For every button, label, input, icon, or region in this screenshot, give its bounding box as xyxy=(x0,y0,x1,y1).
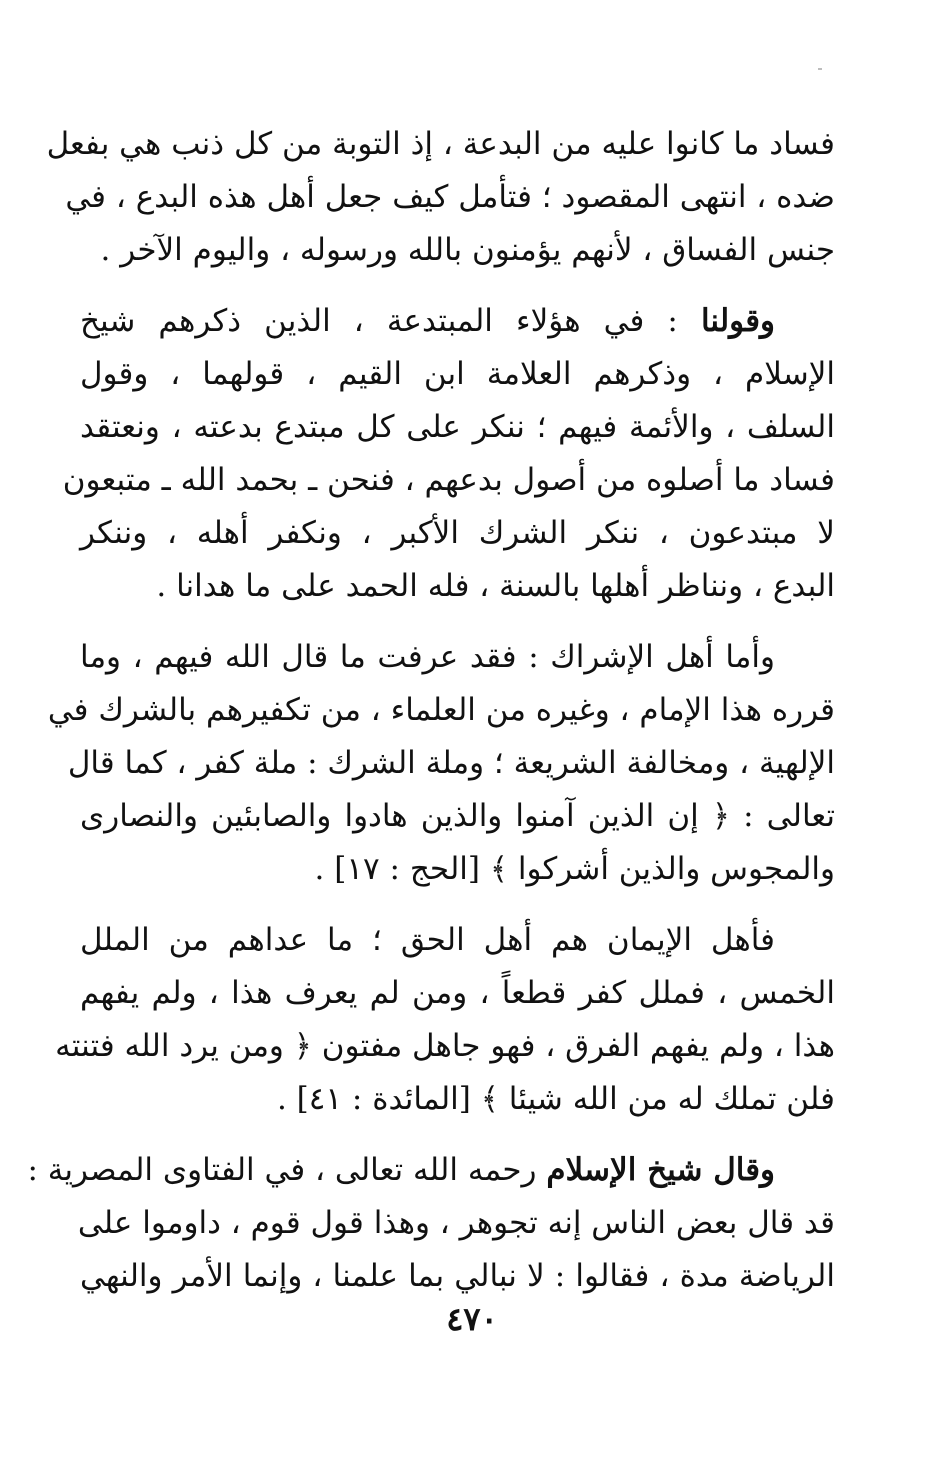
bold-lead: وقال شيخ الإسلام xyxy=(546,1152,775,1188)
text-line: تعالى : ﴿ إن الذين آمنوا والذين هادوا والصابئين والنصارى xyxy=(80,798,835,834)
text-line: الخمس ، فملل كفر قطعاً ، ومن لم يعرف هذا ، ولم يفهم xyxy=(80,975,835,1011)
text-line: هذا ، ولم يفهم الفرق ، فهو جاهل مفتون ﴿ ومن يرد الله فتنته xyxy=(55,1028,835,1064)
paragraph-2 xyxy=(62,295,835,613)
paragraph-1 xyxy=(46,118,835,277)
text-segment: رحمه الله تعالى ، في الفتاوى المصرية : xyxy=(27,1152,547,1188)
text-line: لا مبتدعون ، ننكر الشرك الأكبر ، ونكفر أهله ، وننكر xyxy=(80,515,835,551)
text-line: الإلهية ، ومخالفة الشريعة ؛ وملة الشرك : ملة كفر ، كما قال xyxy=(67,745,835,781)
bold-lead: وقولنا xyxy=(700,303,775,339)
paragraph-4 xyxy=(55,914,835,1126)
paragraph-5 xyxy=(27,1144,835,1303)
text-line: والمجوس والذين أشركوا ﴾ [الحج : ١٧] . xyxy=(314,851,835,887)
text-line: السلف ، والأئمة فيهم ؛ ننكر على كل مبتدع بدعته ، ونعتقد xyxy=(80,409,835,445)
text-line xyxy=(80,295,835,348)
text-line: الرياضة مدة ، فقالوا : لا نبالي بما علمنا ، وإنما الأمر والنهي xyxy=(80,1258,835,1294)
paragraph-3 xyxy=(47,631,835,896)
text-line: ضده ، انتهى المقصود ؛ فتأمل كيف جعل أهل هذه البدع ، في xyxy=(65,179,835,215)
text-line xyxy=(27,1144,835,1197)
scan-mark xyxy=(818,68,822,70)
page-number: ٤٧٠ xyxy=(446,1300,498,1338)
text-line: فأهل الإيمان هم أهل الحق ؛ ما عداهم من الملل xyxy=(80,922,775,958)
page-body xyxy=(27,118,835,1321)
text-line: الإسلام ، وذكرهم العلامة ابن القيم ، قولهما ، وقول xyxy=(80,356,835,392)
text-line: البدع ، ونناظر أهلها بالسنة ، فله الحمد على ما هدانا . xyxy=(156,568,835,604)
text-segment: : في هؤلاء المبتدعة ، الذين ذكرهم شيخ xyxy=(80,303,701,339)
text-line: فساد ما أصلوه من أصول بدعهم ، فنحن ـ بحمد الله ـ متبعون xyxy=(62,462,835,498)
text-line: قد قال بعض الناس إنه تجوهر ، وهذا قول قوم ، داوموا على xyxy=(77,1205,835,1241)
text-line: جنس الفساق ، لأنهم يؤمنون بالله ورسوله ، واليوم الآخر . xyxy=(100,232,835,268)
text-line: فلن تملك له من الله شيئا ﴾ [المائدة : ٤١] . xyxy=(276,1081,835,1117)
text-line: فساد ما كانوا عليه من البدعة ، إذ التوبة من كل ذنب هي بفعل xyxy=(46,126,835,162)
text-line: وأما أهل الإشراك : فقد عرفت ما قال الله فيهم ، وما xyxy=(80,639,775,675)
text-line: قرره هذا الإمام ، وغيره من العلماء ، من تكفيرهم بالشرك في xyxy=(47,692,835,728)
